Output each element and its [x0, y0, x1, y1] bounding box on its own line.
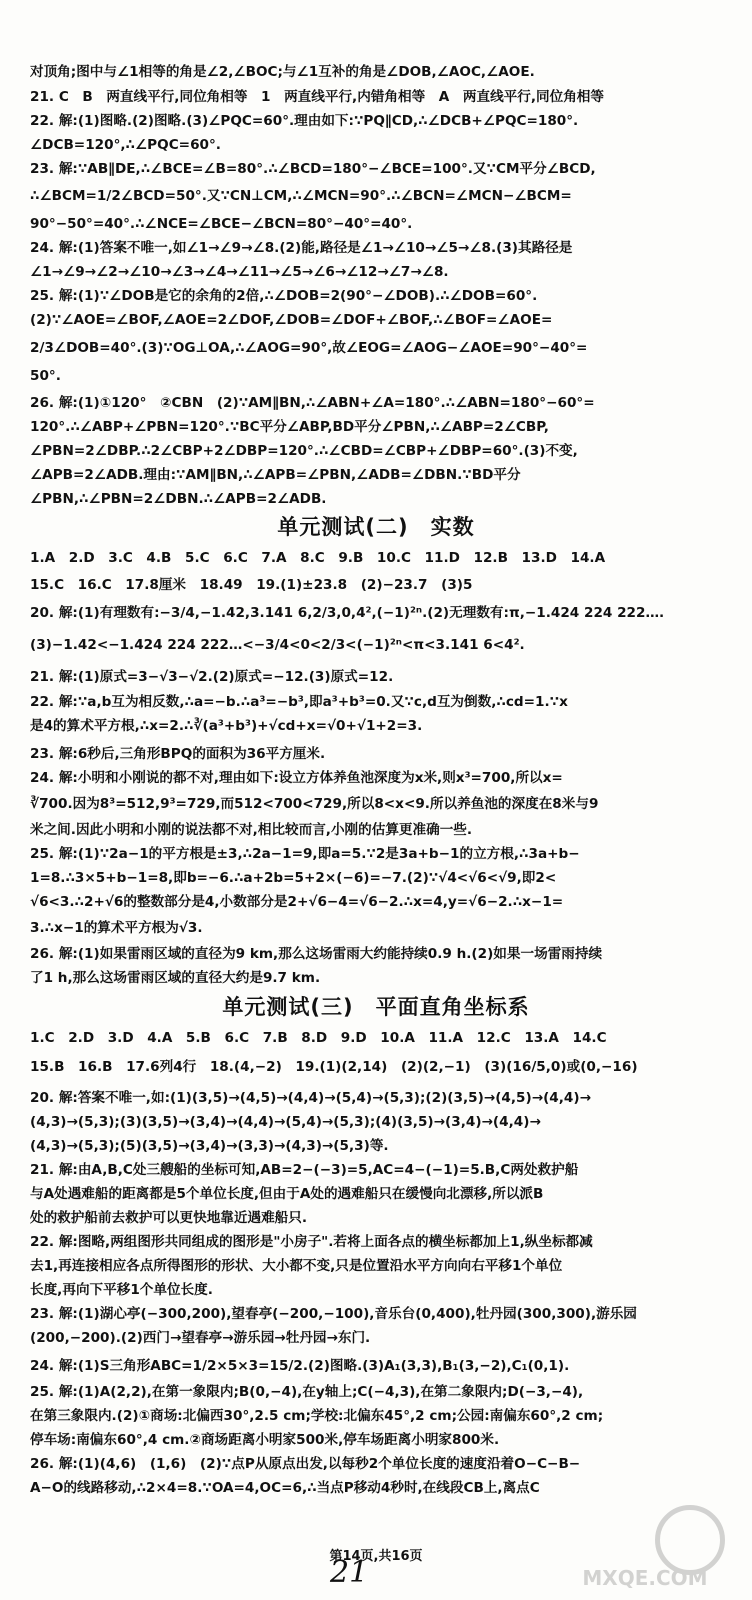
text-line: 23. 解:∵AB∥DE,∴∠BCE=∠B=80°.∴∠BCD=180°−∠BCE=100°.又∵CM平分∠BCD,	[30, 161, 596, 177]
watermark-circle-icon	[655, 1505, 725, 1575]
text-line: 3.∴x−1的算术平方根为√3.	[30, 920, 203, 936]
text-line: (2)∵∠AOE=∠BOF,∠AOE=2∠DOF,∠DOB=∠DOF+∠BOF,∴∠BOF=∠AOE=	[30, 312, 553, 328]
text-line: ∠PBN,∴∠PBN=2∠DBN.∴∠APB=2∠ADB.	[30, 491, 327, 507]
text-line: 26. 解:(1)①120° ②CBN (2)∵AM∥BN,∴∠ABN+∠A=180°.∴∠ABN=180°−60°=	[30, 395, 595, 411]
text-line: 22. 解:∵a,b互为相反数,∴a=−b.∴a³=−b³,即a³+b³=0.又∵c,d互为倒数,∴cd=1.∵x	[30, 694, 568, 710]
text-line: 1.C 2.D 3.D 4.A 5.B 6.C 7.B 8.D 9.D 10.A 11.A 12.C 13.A 14.C	[30, 1030, 607, 1046]
text-line: 26. 解:(1)如果雷雨区域的直径为9 km,那么这场雷雨大约能持续0.9 h.(2)如果一场雷雨持续	[30, 946, 603, 962]
text-line: 1.A 2.D 3.C 4.B 5.C 6.C 7.A 8.C 9.B 10.C 11.D 12.B 13.D 14.A	[30, 550, 606, 566]
text-line: 对顶角;图中与∠1相等的角是∠2,∠BOC;与∠1互补的角是∠DOB,∠AOC,∠AOE.	[30, 64, 535, 80]
text-line: ∠APB=2∠ADB.理由:∵AM∥BN,∴∠APB=∠PBN,∠ADB=∠DBN.∵BD平分	[30, 467, 521, 483]
page-footer: 第14页,共16页	[329, 1549, 423, 1564]
text-line: 90°−50°=40°.∴∠NCE=∠BCE−∠BCN=80°−40°=40°.	[30, 216, 413, 232]
section-title-unit3: 单元测试(三) 平面直角坐标系	[222, 995, 530, 1019]
text-line: 21. C B 两直线平行,同位角相等 1 两直线平行,内错角相等 A 两直线平行,同位角相等	[30, 89, 604, 105]
text-line: A−O的线路移动,∴2×4=8.∵OA=4,OC=6,∴当点P移动4秒时,在线段CB上,离点C	[30, 1480, 540, 1496]
text-line: 是4的算术平方根,∴x=2.∴∛(a³+b³)+√cd+x=√0+√1+2=3.	[30, 718, 423, 734]
watermark-logo	[555, 1505, 735, 1590]
text-line: √6<3.∴2+√6的整数部分是4,小数部分是2+√6−4=√6−2.∴x=4,y=√6−2.∴x−1=	[30, 894, 564, 910]
section-title-unit2: 单元测试(二) 实数	[277, 515, 475, 539]
text-line: 26. 解:(1)(4,6) (1,6) (2)∵点P从原点出发,以每秒2个单位长度的速度沿着O−C−B−	[30, 1456, 581, 1472]
text-line: 1=8.∴3×5+b−1=8,即b=−6.∴a+2b=5+2×(−6)=−7.(2)∵√4<√6<√9,即2<	[30, 870, 557, 886]
text-line: 120°.∴∠ABP+∠PBN=120°.∵BC平分∠ABP,BD平分∠PBN,∴∠ABP=2∠CBP,	[30, 419, 549, 435]
text-line: 24. 解:小明和小刚说的都不对,理由如下:设立方体养鱼池深度为x米,则x³=700,所以x=	[30, 770, 563, 786]
text-line: 23. 解:6秒后,三角形BPQ的面积为36平方厘米.	[30, 746, 326, 762]
text-line: ∛700.因为8³=512,9³=729,而512<700<729,所以8<x<9.所以养鱼池的深度在8米与9	[30, 796, 599, 812]
text-line: 22. 解:图略,两组图形共同组成的图形是"小房子".若将上面各点的横坐标都加上1,纵坐标都减	[30, 1234, 593, 1250]
text-line: 停车场:南偏东60°,4 cm.②商场距离小明家500米,停车场距离小明家800米.	[30, 1432, 500, 1448]
text-line: 在第三象限内.(2)①商场:北偏西30°,2.5 cm;学校:北偏东45°,2 cm;公园:南偏东60°,2 cm;	[30, 1408, 604, 1424]
text-line: (200,−200).(2)西门→望春亭→游乐园→牡丹园→东门.	[30, 1330, 371, 1346]
text-line: 处的救护船前去救护可以更快地靠近遇难船只.	[30, 1210, 308, 1226]
text-line: 米之间.因此小明和小刚的说法都不对,相比较而言,小刚的估算更准确一些.	[30, 822, 473, 838]
text-line: 25. 解:(1)A(2,2),在第一象限内;B(0,−4),在y轴上;C(−4,3),在第二象限内;D(−3,−4),	[30, 1384, 584, 1400]
text-line: 25. 解:(1)∵2a−1的平方根是±3,∴2a−1=9,即a=5.∵2是3a+b−1的立方根,∴3a+b−	[30, 846, 580, 862]
text-line: 50°.	[30, 368, 61, 384]
text-line: 24. 解:(1)答案不唯一,如∠1→∠9→∠8.(2)能,路径是∠1→∠10→∠5→∠8.(3)其路径是	[30, 240, 573, 256]
text-line: 2/3∠DOB=40°.(3)∵OG⊥OA,∴∠AOG=90°,故∠EOG=∠AOG−∠AOE=90°−40°=	[30, 340, 588, 356]
watermark-text: MXQE.COM	[582, 1566, 708, 1590]
text-line: 20. 解:(1)有理数有:−3/4,−1.42,3.141 6,2/3,0,4²,(−1)²ⁿ.(2)无理数有:π,−1.424 224 222….	[30, 605, 665, 621]
text-line: 与A处遇难船的距离都是5个单位长度,但由于A处的遇难船只在缓慢向北漂移,所以派B	[30, 1186, 544, 1202]
text-line: ∠DCB=120°,∴∠PQC=60°.	[30, 137, 221, 153]
text-line: ∴∠BCM=1/2∠BCD=50°.又∵CN⊥CM,∴∠MCN=90°.∴∠BCN=∠MCN−∠BCM=	[30, 188, 572, 204]
text-line: 23. 解:(1)湖心亭(−300,200),望春亭(−200,−100),音乐台(0,400),牡丹园(300,300),游乐园	[30, 1306, 637, 1322]
text-line: 20. 解:答案不唯一,如:(1)(3,5)→(4,5)→(4,4)→(5,4)→(5,3);(2)(3,5)→(4,5)→(4,4)→	[30, 1090, 591, 1106]
text-line: 了1 h,那么这场雷雨区域的直径大约是9.7 km.	[30, 970, 321, 986]
text-line: (3)−1.42<−1.424 224 222…<−3/4<0<2/3<(−1)²ⁿ<π<3.141 6<4².	[30, 637, 525, 653]
text-line: 21. 解:(1)原式=3−√3−√2.(2)原式=−12.(3)原式=12.	[30, 669, 394, 685]
text-line: ∠PBN=2∠DBP.∴2∠CBP+2∠DBP=120°.∴∠CBD=∠CBP+∠DBP=60°.(3)不变,	[30, 443, 578, 459]
text-line: 15.C 16.C 17.8厘米 18.49 19.(1)±23.8 (2)−23.7 (3)5	[30, 577, 473, 593]
text-line: (4,3)→(5,3);(5)(3,5)→(3,4)→(3,3)→(4,3)→(5,3)等.	[30, 1138, 389, 1154]
text-line: (4,3)→(5,3);(3)(3,5)→(3,4)→(4,4)→(5,4)→(5,3);(4)(3,5)→(3,4)→(4,4)→	[30, 1114, 541, 1130]
text-line: 21. 解:由A,B,C处三艘船的坐标可知,AB=2−(−3)=5,AC=4−(−1)=5.B,C两处救护船	[30, 1162, 579, 1178]
text-line: 去1,再连接相应各点所得图形的形状、大小都不变,只是位置沿水平方向向右平移1个单位	[30, 1258, 563, 1274]
text-line: 22. 解:(1)图略.(2)图略.(3)∠PQC=60°.理由如下:∵PQ∥CD,∴∠DCB+∠PQC=180°.	[30, 113, 579, 129]
handwritten-page-number: 21	[330, 1555, 369, 1590]
text-line: 长度,再向下平移1个单位长度.	[30, 1282, 213, 1298]
text-line: 25. 解:(1)∵∠DOB是它的余角的2倍,∴∠DOB=2(90°−∠DOB).∴∠DOB=60°.	[30, 288, 538, 304]
text-line: ∠1→∠9→∠2→∠10→∠3→∠4→∠11→∠5→∠6→∠12→∠7→∠8.	[30, 264, 449, 280]
text-line: 15.B 16.B 17.6列4行 18.(4,−2) 19.(1)(2,14) (2)(2,−1) (3)(16/5,0)或(0,−16)	[30, 1059, 638, 1075]
text-line: 24. 解:(1)S三角形ABC=1/2×5×3=15/2.(2)图略.(3)A₁(3,3),B₁(3,−2),C₁(0,1).	[30, 1358, 570, 1374]
